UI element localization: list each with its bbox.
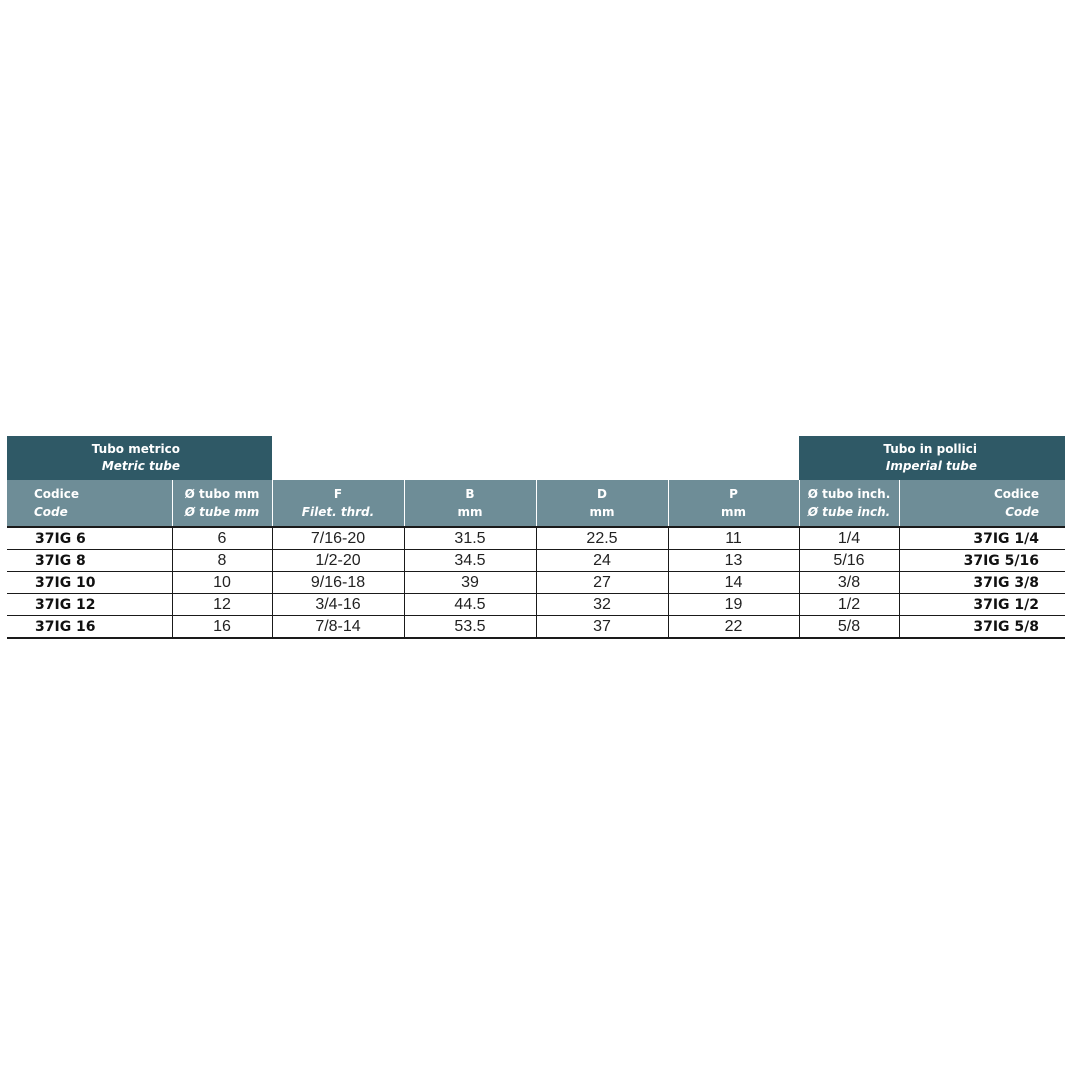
metric-code-cell: 37IG 12: [7, 594, 172, 616]
imperial-code-cell: 37IG 5/16: [899, 550, 1065, 572]
col-header-tube-mm: [172, 480, 272, 527]
col-header-label-en: Code: [34, 505, 68, 519]
p-cell: 11: [668, 527, 799, 550]
col-header-label-it: F: [333, 487, 343, 501]
table-row: [7, 572, 1065, 594]
p-cell: 13: [668, 550, 799, 572]
col-header-label-it: Codice: [993, 487, 1039, 501]
p-cell: 14: [668, 572, 799, 594]
thread-cell: 1/2-20: [272, 550, 404, 572]
thread-cell: 3/4-16: [272, 594, 404, 616]
imperial-code-cell: 37IG 1/2: [899, 594, 1065, 616]
metric-code-cell: 37IG 16: [7, 616, 172, 639]
b-cell: 53.5: [404, 616, 536, 639]
col-header-label-en: Ø tube mm: [184, 505, 260, 519]
col-header-label-en: Filet. thrd.: [301, 505, 375, 519]
b-cell: 44.5: [404, 594, 536, 616]
col-header-unit: mm: [457, 505, 483, 519]
d-cell: 24: [536, 550, 668, 572]
p-cell: 22: [668, 616, 799, 639]
col-header-label-it: D: [597, 487, 607, 501]
b-cell: 39: [404, 572, 536, 594]
column-header-row: [7, 480, 1065, 527]
col-header-tube-inch: [799, 480, 899, 527]
metric-group-label-it: Tubo metrico: [91, 442, 180, 456]
col-header-label-it: B: [465, 487, 475, 501]
table-row: [7, 594, 1065, 616]
table-row: [7, 527, 1065, 550]
col-header-label-it: P: [729, 487, 738, 501]
tube-inch-cell: 3/8: [799, 572, 899, 594]
col-header-label-en: Code: [1005, 505, 1039, 519]
table-row: [7, 616, 1065, 639]
imperial-code-cell: 37IG 1/4: [899, 527, 1065, 550]
col-header-b: [404, 480, 536, 527]
metric-code-cell: 37IG 10: [7, 572, 172, 594]
table-row: [7, 550, 1065, 572]
dimension-table: [7, 480, 1065, 639]
tube-mm-cell: 12: [172, 594, 272, 616]
tube-inch-cell: 5/16: [799, 550, 899, 572]
imperial-group-label-it: Tubo in pollici: [883, 442, 977, 456]
b-cell: 31.5: [404, 527, 536, 550]
imperial-group-label-en: Imperial tube: [885, 459, 977, 473]
d-cell: 37: [536, 616, 668, 639]
d-cell: 32: [536, 594, 668, 616]
imperial-tube-group-header: [799, 436, 1065, 480]
col-header-label-it: Ø tubo inch.: [807, 487, 891, 501]
tube-mm-cell: 6: [172, 527, 272, 550]
tube-inch-cell: 5/8: [799, 616, 899, 639]
metric-code-cell: 37IG 6: [7, 527, 172, 550]
metric-code-cell: 37IG 8: [7, 550, 172, 572]
dimension-table-block: [7, 436, 1065, 639]
imperial-code-cell: 37IG 3/8: [899, 572, 1065, 594]
thread-cell: 9/16-18: [272, 572, 404, 594]
tube-mm-cell: 16: [172, 616, 272, 639]
tube-inch-cell: 1/2: [799, 594, 899, 616]
d-cell: 22.5: [536, 527, 668, 550]
col-header-unit: mm: [589, 505, 615, 519]
tube-mm-cell: 10: [172, 572, 272, 594]
b-cell: 34.5: [404, 550, 536, 572]
imperial-code-cell: 37IG 5/8: [899, 616, 1065, 639]
col-header-code-imperial: [899, 480, 1065, 527]
thread-cell: 7/16-20: [272, 527, 404, 550]
thread-cell: 7/8-14: [272, 616, 404, 639]
col-header-thread: [272, 480, 404, 527]
col-header-label-it: Codice: [34, 487, 80, 501]
p-cell: 19: [668, 594, 799, 616]
tube-mm-cell: 8: [172, 550, 272, 572]
col-header-d: [536, 480, 668, 527]
metric-group-label-en: Metric tube: [101, 459, 180, 473]
col-header-p: [668, 480, 799, 527]
d-cell: 27: [536, 572, 668, 594]
metric-tube-group-header: [7, 436, 272, 480]
group-header-row: [7, 436, 1065, 480]
col-header-code-metric: [7, 480, 172, 527]
col-header-unit: mm: [720, 505, 746, 519]
tube-inch-cell: 1/4: [799, 527, 899, 550]
col-header-label-it: Ø tubo mm: [184, 487, 260, 501]
col-header-label-en: Ø tube inch.: [807, 505, 891, 519]
